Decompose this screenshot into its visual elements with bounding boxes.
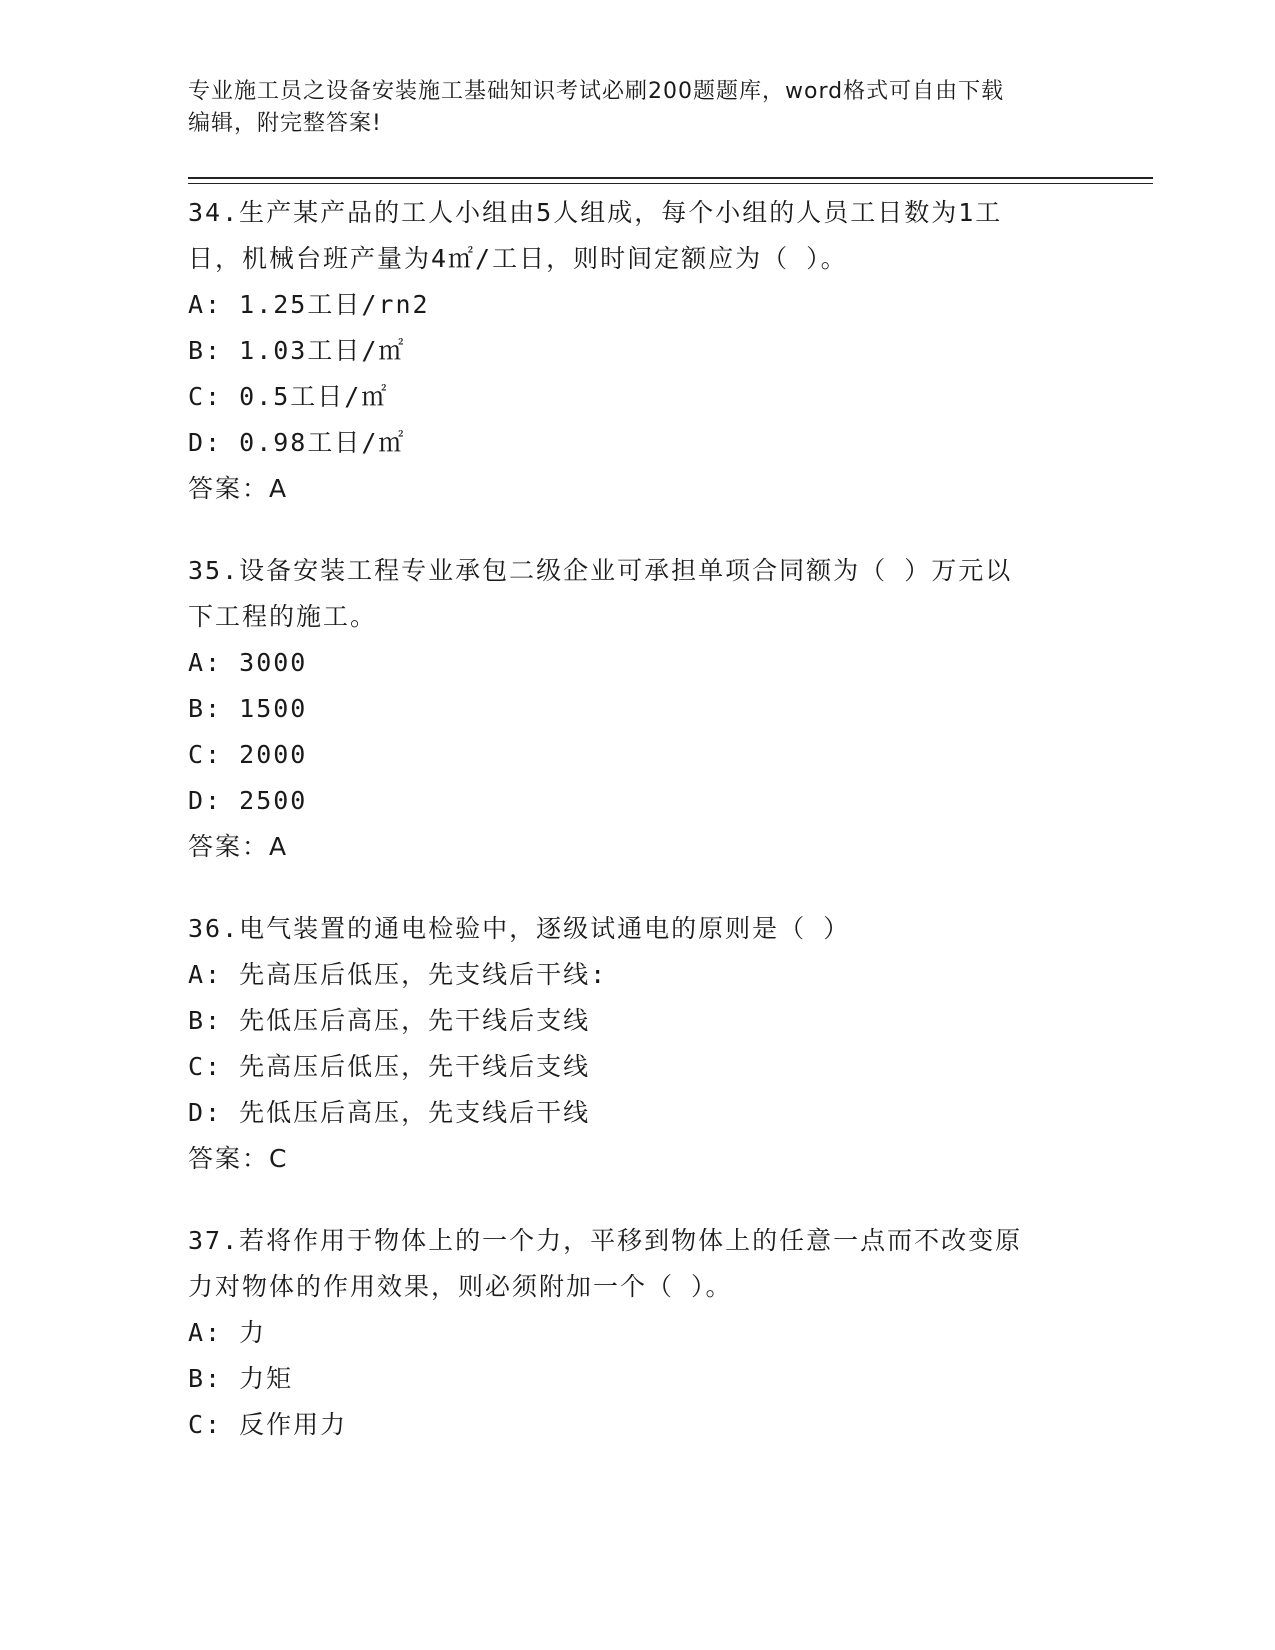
option-c: C: 先高压后低压，先干线后支线 xyxy=(188,1052,591,1081)
option-a: A: 3000 xyxy=(188,648,308,677)
option-d: D: 2500 xyxy=(188,786,308,815)
option-b: B: 1500 xyxy=(188,694,308,723)
option-b: B: 1.03工日/㎡ xyxy=(188,336,406,365)
option-a: A: 先高压后低压，先支线后干线: xyxy=(188,960,608,989)
answer-label: 答案：C xyxy=(188,1144,289,1173)
option-b: B: 先低压后高压，先干线后支线 xyxy=(188,1006,591,1035)
option-c: C: 0.5工日/㎡ xyxy=(188,382,389,411)
option-b: B: 力矩 xyxy=(188,1364,294,1393)
question-35 xyxy=(188,548,1088,870)
option-c: C: 反作用力 xyxy=(188,1410,348,1439)
document-header xyxy=(188,76,1088,140)
question-list xyxy=(188,190,1088,1484)
header-title-line-2: 编辑，附完整答案! xyxy=(188,111,382,136)
option-d: D: 先低压后高压，先支线后干线 xyxy=(188,1098,591,1127)
question-34 xyxy=(188,190,1088,512)
answer-label: 答案：A xyxy=(188,474,289,503)
header-divider-thick xyxy=(188,177,1153,179)
header-title-line-1: 专业施工员之设备安装施工基础知识考试必刷200题题库，word格式可自由下载 xyxy=(188,79,1005,104)
question-stem-line-2: 下工程的施工。 xyxy=(188,602,378,631)
question-stem-line-2: 日，机械台班产量为4㎡/工日，则时间定额应为（ ）。 xyxy=(188,244,848,273)
question-stem-line-1: 34.生产某产品的工人小组由5人组成，每个小组的人员工日数为1工 xyxy=(188,198,1003,227)
question-36 xyxy=(188,906,1088,1182)
question-stem-line-1: 37.若将作用于物体上的一个力，平移到物体上的任意一点而不改变原 xyxy=(188,1226,1023,1255)
question-stem-line-1: 36.电气装置的通电检验中，逐级试通电的原则是（ ） xyxy=(188,914,851,943)
option-a: A: 力 xyxy=(188,1318,267,1347)
question-stem-line-2: 力对物体的作用效果，则必须附加一个（ ）。 xyxy=(188,1272,733,1301)
option-d: D: 0.98工日/㎡ xyxy=(188,428,406,457)
answer-label: 答案：A xyxy=(188,832,289,861)
header-divider-thin xyxy=(188,183,1153,184)
question-37 xyxy=(188,1218,1088,1448)
question-stem-line-1: 35.设备安装工程专业承包二级企业可承担单项合同额为（ ）万元以 xyxy=(188,556,1013,585)
option-c: C: 2000 xyxy=(188,740,308,769)
option-a: A: 1.25工日/rn2 xyxy=(188,290,430,319)
